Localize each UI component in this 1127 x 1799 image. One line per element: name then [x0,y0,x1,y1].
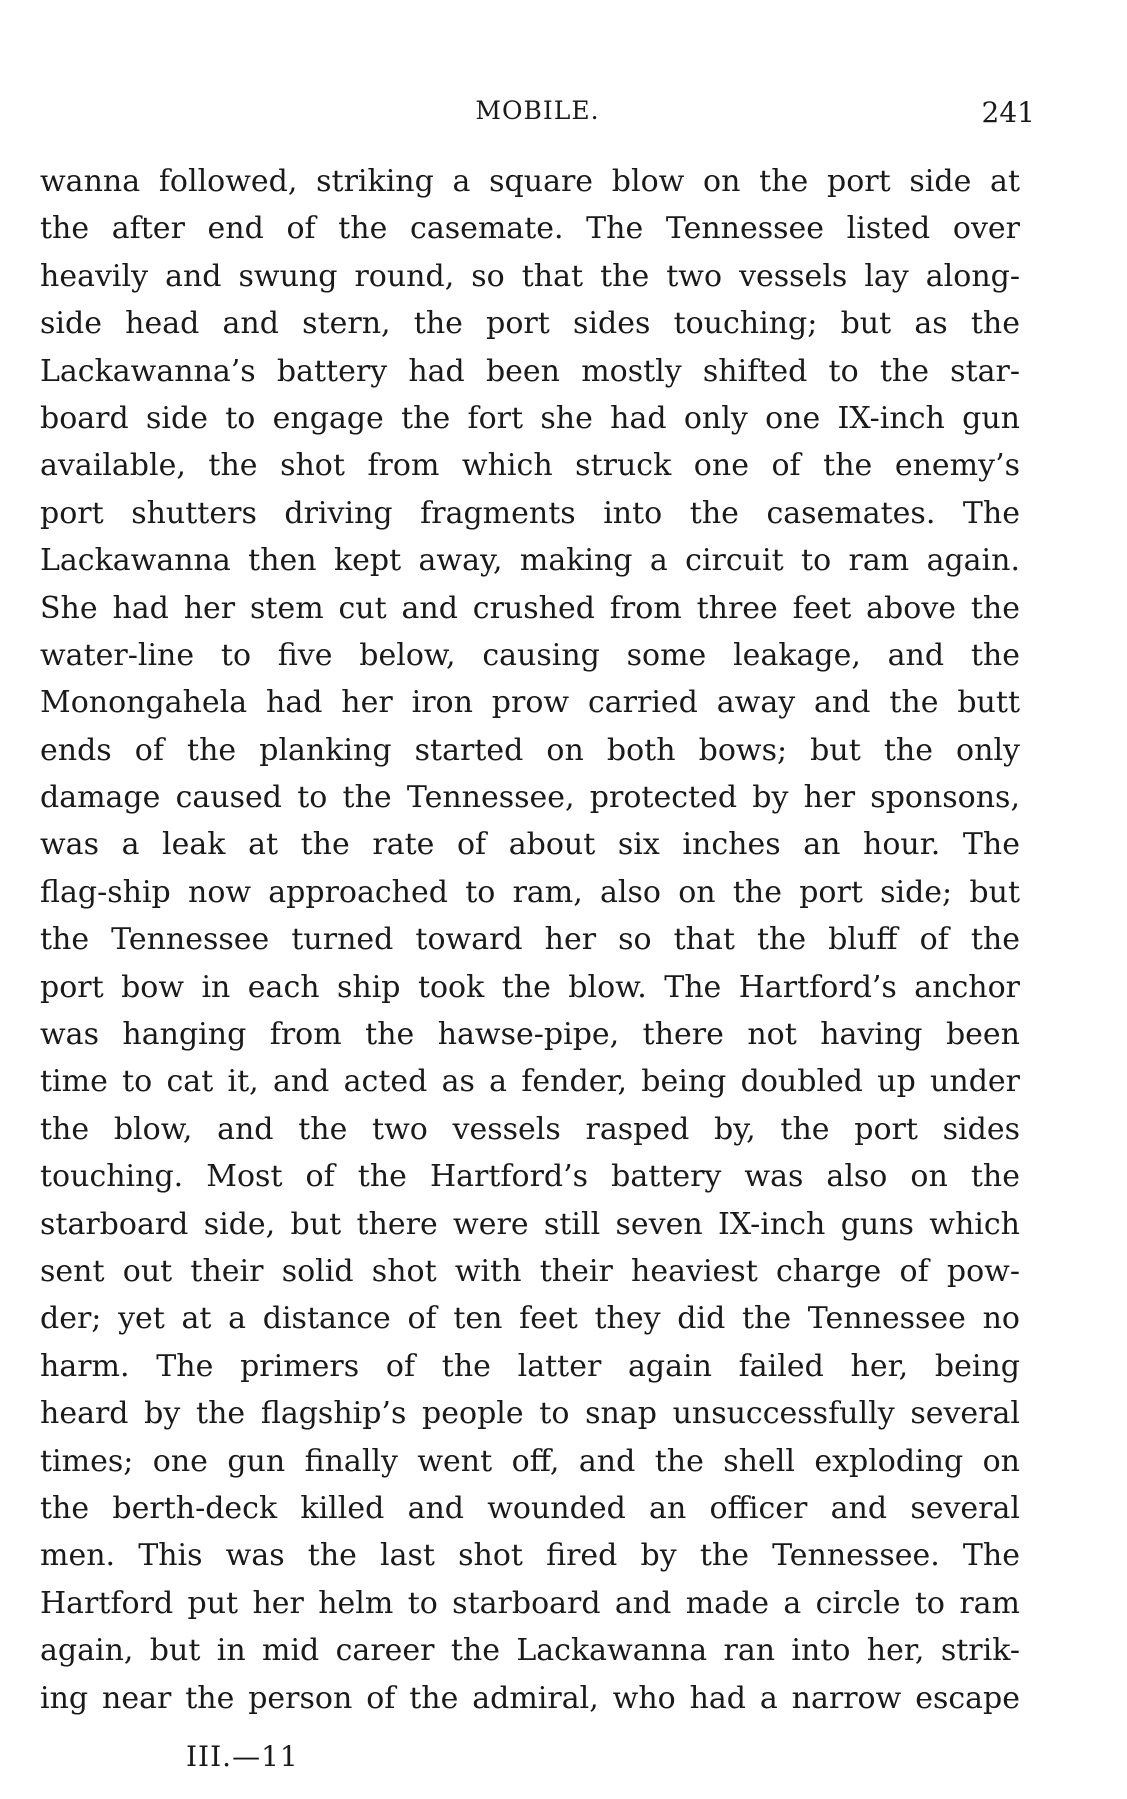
text-line: wanna followed, striking a square blow on the port side at [40,164,1020,199]
text-line: the after end of the casemate. The Tennessee listed over [40,211,1020,247]
text-line: men. This was the last shot fired by the Tennessee. The [40,1538,1020,1574]
text-line: ing near the person of the admiral, who had a narrow escape [40,1680,1020,1716]
text-line: water-line to five below, causing some leakage, and the [40,637,1020,673]
text-line: side head and stern, the port sides touching; but as the [40,306,1020,342]
body-text [40,158,1020,1722]
text-line: available, the shot from which struck one of the enemy’s [40,448,1020,484]
text-line: port shutters driving fragments into the casemates. The [40,495,1020,531]
text-line: starboard side, but there were still seven IX-inch guns which [40,1206,1020,1242]
text-line: Lackawanna’s battery had been mostly shifted to the star- [40,353,1020,389]
text-line: heard by the flagship’s people to snap unsuccessfully several [40,1396,1020,1432]
text-line: der; yet at a distance of ten feet they did the Tennessee no [40,1301,1020,1337]
text-line: was hanging from the hawse-pipe, there not having been [40,1017,1020,1053]
page-header [40,96,1035,136]
text-line: time to cat it, and acted as a fender, being doubled up under [40,1064,1020,1100]
text-line: harm. The primers of the latter again failed her, being [40,1348,1020,1384]
text-line: was a leak at the rate of about six inches an hour. The [40,827,1020,863]
running-head: MOBILE. [475,96,600,125]
text-line: again, but in mid career the Lackawanna ran into her, strik- [40,1633,1020,1669]
text-line: port bow in each ship took the blow. The Hartford’s anchor [40,969,1020,1005]
text-line: sent out their solid shot with their heaviest charge of pow- [40,1253,1020,1289]
text-line: the berth-deck killed and wounded an officer and several [40,1490,1020,1526]
text-line: flag-ship now approached to ram, also on the port side; but [40,874,1020,910]
text-line: times; one gun finally went off, and the shell exploding on [40,1443,1020,1479]
text-line: board side to engage the fort she had only one IX-inch gun [40,400,1020,436]
text-line: Lackawanna then kept away, making a circuit to ram again. [40,543,1020,579]
text-line: the Tennessee turned toward her so that the bluff of the [40,922,1020,958]
page-number: 241 [981,96,1035,129]
text-line: damage caused to the Tennessee, protected by her sponsons, [40,780,1020,816]
text-line: Hartford put her helm to starboard and made a circle to ram [40,1585,1020,1621]
text-line: Monongahela had her iron prow carried away and the butt [40,685,1020,721]
text-line: the blow, and the two vessels rasped by, the port sides [40,1111,1020,1147]
text-line: heavily and swung round, so that the two vessels lay along- [40,258,1020,294]
text-line: She had her stem cut and crushed from three feet above the [40,590,1020,626]
text-line: touching. Most of the Hartford’s battery was also on the [40,1159,1020,1195]
signature-mark: III.—11 [186,1740,299,1773]
text-line: ends of the planking started on both bows; but the only [40,732,1020,768]
